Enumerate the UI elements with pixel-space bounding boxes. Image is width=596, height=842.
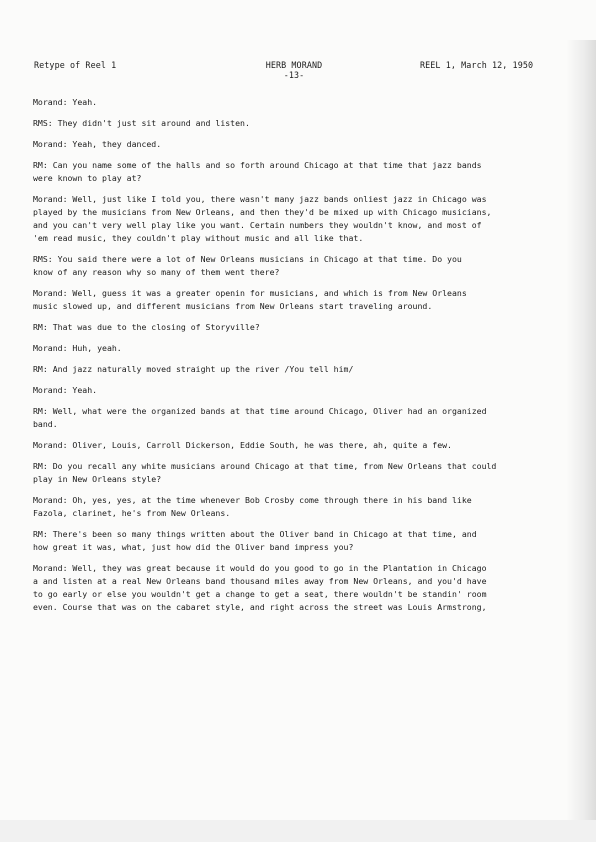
page-bottom-margin: [0, 820, 596, 842]
page-edge-shadow: [566, 40, 596, 820]
header-title: HERB MORAND: [265, 60, 323, 70]
paragraph: Morand: Well, just like I told you, there wasn't many jazz bands onliest jazz in Chicago was played by the musicians from New Orleans, and then they'd be mixed up with Chicago musicians, and you can't very well play like you want. Certain numbers they wouldn't know, and most of 'em read music, they couldn't play without music and all like that.: [33, 194, 492, 243]
paragraph: RM: And jazz naturally moved straight up the river /You tell him/: [33, 364, 354, 374]
transcript-body: [33, 96, 555, 614]
paragraph: Morand: Well, guess it was a greater openin for musicians, and which is from New Orleans music slowed up, and different musicians from New Orleans start traveling around.: [33, 288, 467, 311]
paragraph: Morand: Yeah, they danced.: [33, 139, 162, 149]
page-header: [0, 60, 596, 90]
paragraph: RMS: You said there were a lot of New Orleans musicians in Chicago at that time. Do you know of any reason why so many of them went there?: [33, 254, 462, 277]
header-right: REEL 1, March 12, 1950: [420, 60, 534, 70]
header-center: [254, 60, 334, 80]
page-number: -13-: [283, 70, 305, 80]
paragraph: Morand: Huh, yeah.: [33, 343, 122, 353]
paragraph: RM: Well, what were the organized bands at that time around Chicago, Oliver had an organized band.: [33, 406, 487, 429]
paragraph: RM: There's been so many things written about the Oliver band in Chicago at that time, and how great it was, what, just how did the Oliver band impress you?: [33, 529, 477, 552]
header-left: Retype of Reel 1: [34, 60, 117, 70]
paragraph: Morand: Well, they was great because it would do you good to go in the Plantation in Chicago a and listen at a real New Orleans band thousand miles away from New Orleans, and you'd have to go early or else you wouldn't get a change to get a seat, there wouldn't be standin' room even. Course that was on the cabaret style, and right across the street was Louis Armstrong,: [33, 563, 487, 612]
paragraph: RM: Do you recall any white musicians around Chicago at that time, from New Orleans that could play in New Orleans style?: [33, 461, 497, 484]
paragraph: Morand: Oliver, Louis, Carroll Dickerson, Eddie South, he was there, ah, quite a few.: [33, 440, 452, 450]
paragraph: RM: Can you name some of the halls and so forth around Chicago at that time that jazz bands were known to play at?: [33, 160, 482, 183]
paragraph: Morand: Yeah.: [33, 97, 98, 107]
paragraph: RM: That was due to the closing of Storyville?: [33, 322, 260, 332]
paragraph: Morand: Yeah.: [33, 385, 98, 395]
paragraph: Morand: Oh, yes, yes, at the time whenever Bob Crosby come through there in his band like Fazola, clarinet, he's from New Orleans.: [33, 495, 472, 518]
paragraph: RMS: They didn't just sit around and listen.: [33, 118, 250, 128]
